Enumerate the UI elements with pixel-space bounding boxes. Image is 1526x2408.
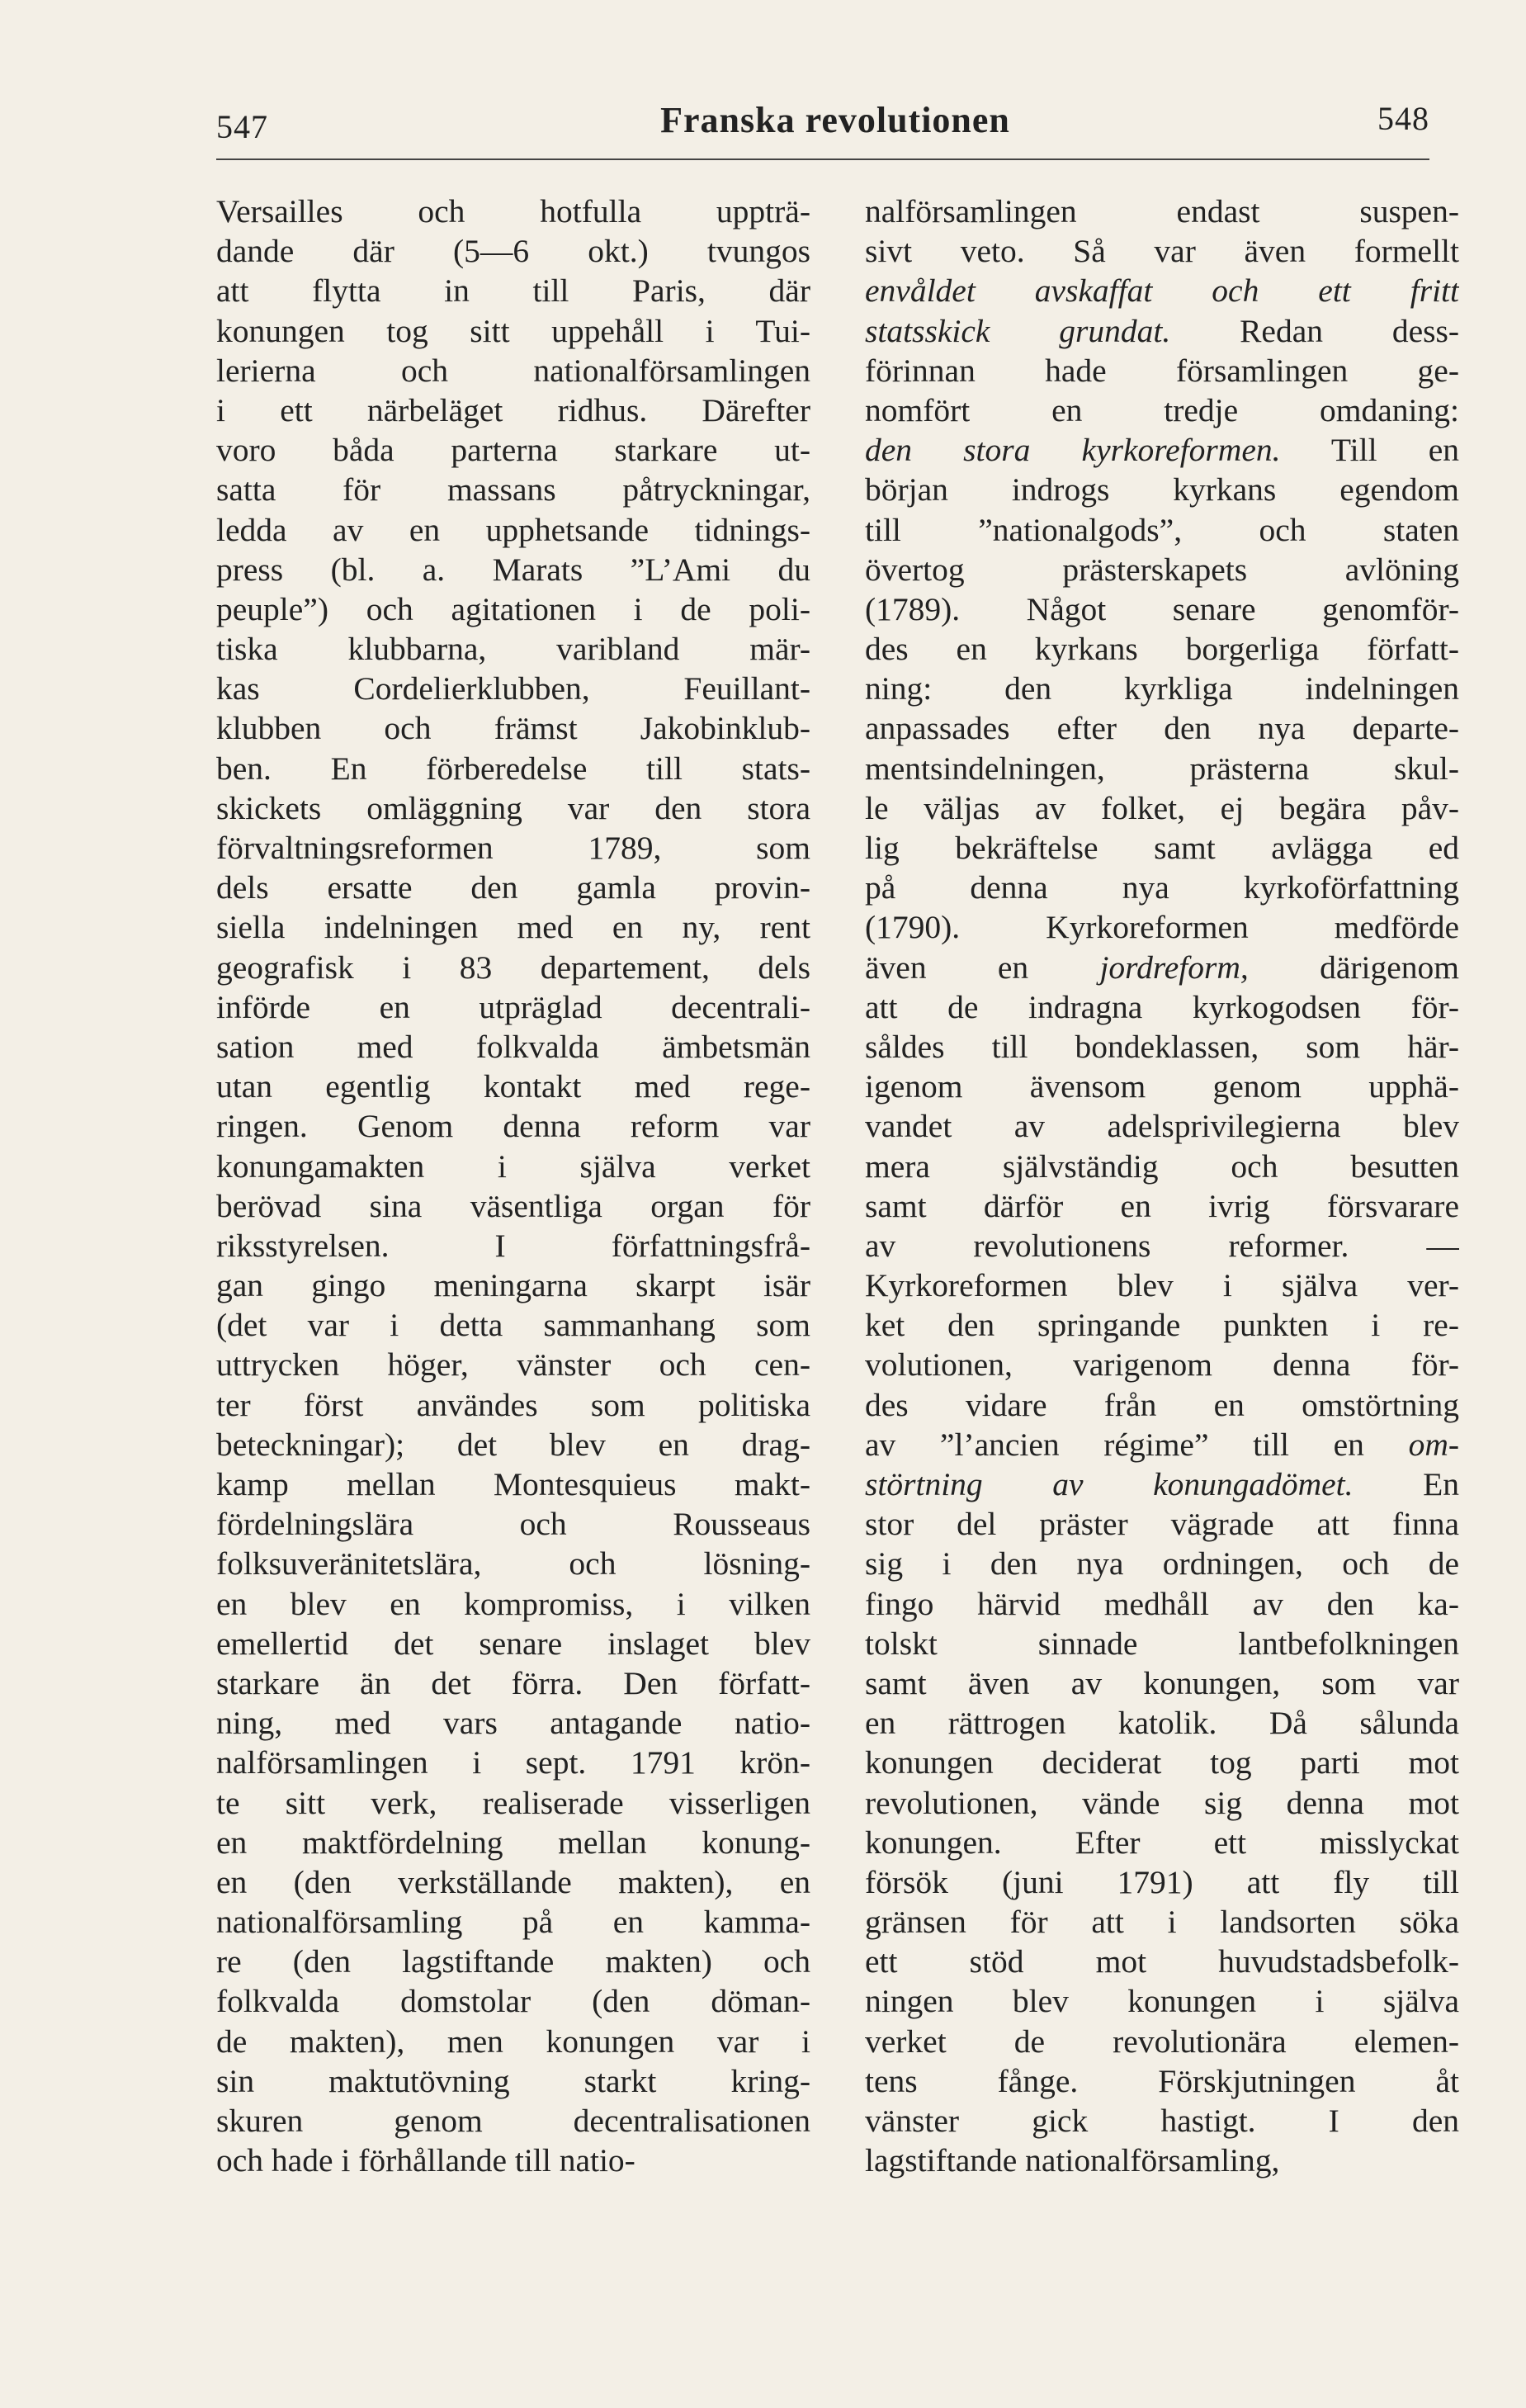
text-line: Kyrkoreformen blev i själva ver- xyxy=(865,1267,1459,1304)
text-line: ning: den kyrkliga indelningen xyxy=(865,670,1459,707)
text-line xyxy=(865,948,1459,987)
text-line: sation med folkvalda ämbetsmän xyxy=(216,1028,810,1065)
text-line: förinnan hade församlingen ge- xyxy=(865,352,1459,389)
text-line: utan egentlig kontakt med rege- xyxy=(216,1068,810,1105)
text-line: en blev en kompromiss, i vilken xyxy=(216,1585,810,1622)
text-line: vänster gick hastigt. I den xyxy=(865,2103,1459,2139)
text-line: lagstiftande nationalförsamling, xyxy=(865,2142,1280,2179)
text-line: re (den lagstiftande makten) och xyxy=(216,1943,810,1980)
text-line: av revolutionens reformer. — xyxy=(865,1227,1459,1264)
text-line: revolutionen, vände sig denna mot xyxy=(865,1784,1459,1821)
text-segment: av ”l’ancien régime” till en xyxy=(865,1426,1409,1463)
emphasis-text: jordreform, xyxy=(1099,949,1249,986)
text-segment: därigenom xyxy=(1248,949,1459,986)
text-segment: även en xyxy=(865,949,1100,986)
text-line: samt därför en ivrig försvarare xyxy=(865,1187,1459,1224)
text-line: geografisk i 83 departement, dels xyxy=(216,949,810,986)
text-line: voro båda parterna starkare ut- xyxy=(216,432,810,469)
text-line: en maktfördelning mellan konung- xyxy=(216,1824,810,1861)
text-line: konungen. Efter ett misslyckat xyxy=(865,1824,1459,1861)
text-line: och hade i förhållande till natio- xyxy=(216,2142,635,2179)
page-number-left: 547 xyxy=(216,108,268,145)
text-line: ben. En förberedelse till stats- xyxy=(216,750,810,787)
text-line: Versailles och hotfulla uppträ- xyxy=(216,193,810,229)
text-line: sig i den nya ordningen, och de xyxy=(865,1545,1459,1582)
text-line: i ett närbeläget ridhus. Därefter xyxy=(216,391,810,428)
text-line: gan gingo meningarna skarpt isär xyxy=(216,1267,810,1304)
emphasis-text: störtning av konungadömet. xyxy=(865,1466,1354,1502)
text-line: förvaltningsreformen 1789, som xyxy=(216,830,810,866)
text-line: folksuveränitetslära, och lösning- xyxy=(216,1545,810,1582)
text-line: siella indelningen med en ny, rent xyxy=(216,909,810,946)
text-line: nationalförsamling på en kamma- xyxy=(216,1904,810,1941)
text-line: en rättrogen katolik. Då sålunda xyxy=(865,1705,1459,1742)
text-line: ter först användes som politiska xyxy=(216,1386,810,1423)
text-line: skickets omläggning var den stora xyxy=(216,789,810,826)
text-line: ket den springande punkten i re- xyxy=(865,1307,1459,1344)
text-line: lig bekräftelse samt avlägga ed xyxy=(865,830,1459,866)
running-title: Franska revolutionen xyxy=(660,100,1010,140)
text-line: folkvalda domstolar (den döman- xyxy=(216,1983,810,2020)
text-line: uttrycken höger, vänster och cen- xyxy=(216,1346,810,1384)
text-line: till ”nationalgods”, och staten xyxy=(865,511,1459,548)
running-header xyxy=(216,91,1429,157)
emphasis-text: den stora kyrkoreformen. xyxy=(865,432,1281,469)
text-line: nomfört en tredje omdaning: xyxy=(865,391,1459,428)
text-line: (det var i detta sammanhang som xyxy=(216,1307,810,1344)
text-line: satta för massans påtryckningar, xyxy=(216,471,810,509)
text-line: le väljas av folket, ej begära påv- xyxy=(865,789,1459,826)
text-line: konungen deciderat tog parti mot xyxy=(865,1744,1459,1781)
text-line: ett stöd mot huvudstadsbefolk- xyxy=(865,1943,1459,1980)
text-line: stor del präster vägrade att finna xyxy=(865,1506,1459,1543)
text-line: tolskt sinnade lantbefolkningen xyxy=(865,1625,1459,1662)
text-line: (1789). Något senare genomför- xyxy=(865,590,1459,627)
text-line: skuren genom decentralisationen xyxy=(216,2103,810,2139)
text-segment: Till en xyxy=(1280,432,1459,469)
text-line xyxy=(865,1464,1459,1504)
text-line: des en kyrkans borgerliga författ- xyxy=(865,631,1459,668)
text-line: kamp mellan Montesquieus makt- xyxy=(216,1466,810,1502)
text-line: press (bl. a. Marats ”L’Ami du xyxy=(216,551,810,588)
text-line: des vidare från en omstörtning xyxy=(865,1386,1459,1423)
text-line: beteckningar); det blev en drag- xyxy=(216,1426,810,1463)
text-line: tiska klubbarna, varibland mär- xyxy=(216,631,810,668)
left-text-column xyxy=(216,192,810,2180)
text-line: konungen tog sitt uppehåll i Tui- xyxy=(216,312,810,349)
text-line: verket de revolutionära elemen- xyxy=(865,2022,1459,2060)
text-line xyxy=(865,311,1459,351)
text-line: såldes till bondeklassen, som här- xyxy=(865,1028,1459,1065)
text-line: nalförsamlingen endast suspen- xyxy=(865,193,1459,229)
text-line: volutionen, varigenom denna för- xyxy=(865,1346,1459,1384)
text-line xyxy=(865,271,1459,310)
emphasis-text: statsskick grundat. xyxy=(865,312,1171,349)
emphasis-text: om- xyxy=(1408,1426,1459,1463)
text-line: anpassades efter den nya departe- xyxy=(865,710,1459,747)
text-line: starkare än det förra. Den författ- xyxy=(216,1664,810,1701)
text-line: fördelningslära och Rousseaus xyxy=(216,1506,810,1543)
text-segment: Redan dess- xyxy=(1170,312,1459,349)
text-line: ning, med vars antagande natio- xyxy=(216,1705,810,1742)
text-line: (1790). Kyrkoreformen medförde xyxy=(865,909,1459,946)
header-rule xyxy=(216,158,1429,160)
text-line: sin maktutövning starkt kring- xyxy=(216,2062,810,2099)
text-line: mentsindelningen, prästerna skul- xyxy=(865,750,1459,787)
text-segment: En xyxy=(1353,1466,1459,1502)
text-line xyxy=(865,430,1459,470)
text-line: peuple”) och agitationen i de poli- xyxy=(216,590,810,627)
text-line: sivt veto. Så var även formellt xyxy=(865,233,1459,270)
text-line: te sitt verk, realiserade visserligen xyxy=(216,1784,810,1821)
text-line: lerierna och nationalförsamlingen xyxy=(216,352,810,389)
text-line: konungamakten i själva verket xyxy=(216,1147,810,1185)
text-line: kas Cordelierklubben, Feuillant- xyxy=(216,670,810,707)
text-line: samt även av konungen, som var xyxy=(865,1664,1459,1701)
text-line: övertog prästerskapets avlöning xyxy=(865,551,1459,588)
text-line: klubben och främst Jakobinklub- xyxy=(216,710,810,747)
text-line: på denna nya kyrkoförfattning xyxy=(865,869,1459,906)
text-line: ledda av en upphetsande tidnings- xyxy=(216,511,810,548)
text-line: försök (juni 1791) att fly till xyxy=(865,1863,1459,1900)
text-line: emellertid det senare inslaget blev xyxy=(216,1625,810,1662)
text-line: vandet av adelsprivilegierna blev xyxy=(865,1108,1459,1145)
text-line: nalförsamlingen i sept. 1791 krön- xyxy=(216,1744,810,1781)
text-line: riksstyrelsen. I författningsfrå- xyxy=(216,1227,810,1264)
text-line xyxy=(865,1425,1459,1464)
page-number-right: 548 xyxy=(1377,100,1429,137)
text-line: en (den verkställande makten), en xyxy=(216,1863,810,1900)
emphasis-text: envåldet avskaffat och ett fritt xyxy=(865,272,1459,310)
text-line: tens fånge. Förskjutningen åt xyxy=(865,2062,1459,2099)
text-line: dels ersatte den gamla provin- xyxy=(216,869,810,906)
text-line: början indrogs kyrkans egendom xyxy=(865,471,1459,509)
text-line: fingo härvid medhåll av den ka- xyxy=(865,1585,1459,1622)
text-line: ningen blev konungen i själva xyxy=(865,1983,1459,2020)
text-line: berövad sina väsentliga organ för xyxy=(216,1187,810,1224)
text-line: att de indragna kyrkogodsen för- xyxy=(865,988,1459,1025)
right-text-column xyxy=(865,192,1459,2180)
text-line: att flytta in till Paris, där xyxy=(216,272,810,310)
text-line: införde en utpräglad decentrali- xyxy=(216,988,810,1025)
text-line: mera självständig och besutten xyxy=(865,1147,1459,1185)
text-line: gränsen för att i landsorten söka xyxy=(865,1904,1459,1941)
text-line: dande där (5—6 okt.) tvungos xyxy=(216,233,810,270)
text-line: de makten), men konungen var i xyxy=(216,2022,810,2060)
text-line: ringen. Genom denna reform var xyxy=(216,1108,810,1145)
text-line: igenom ävensom genom upphä- xyxy=(865,1068,1459,1105)
